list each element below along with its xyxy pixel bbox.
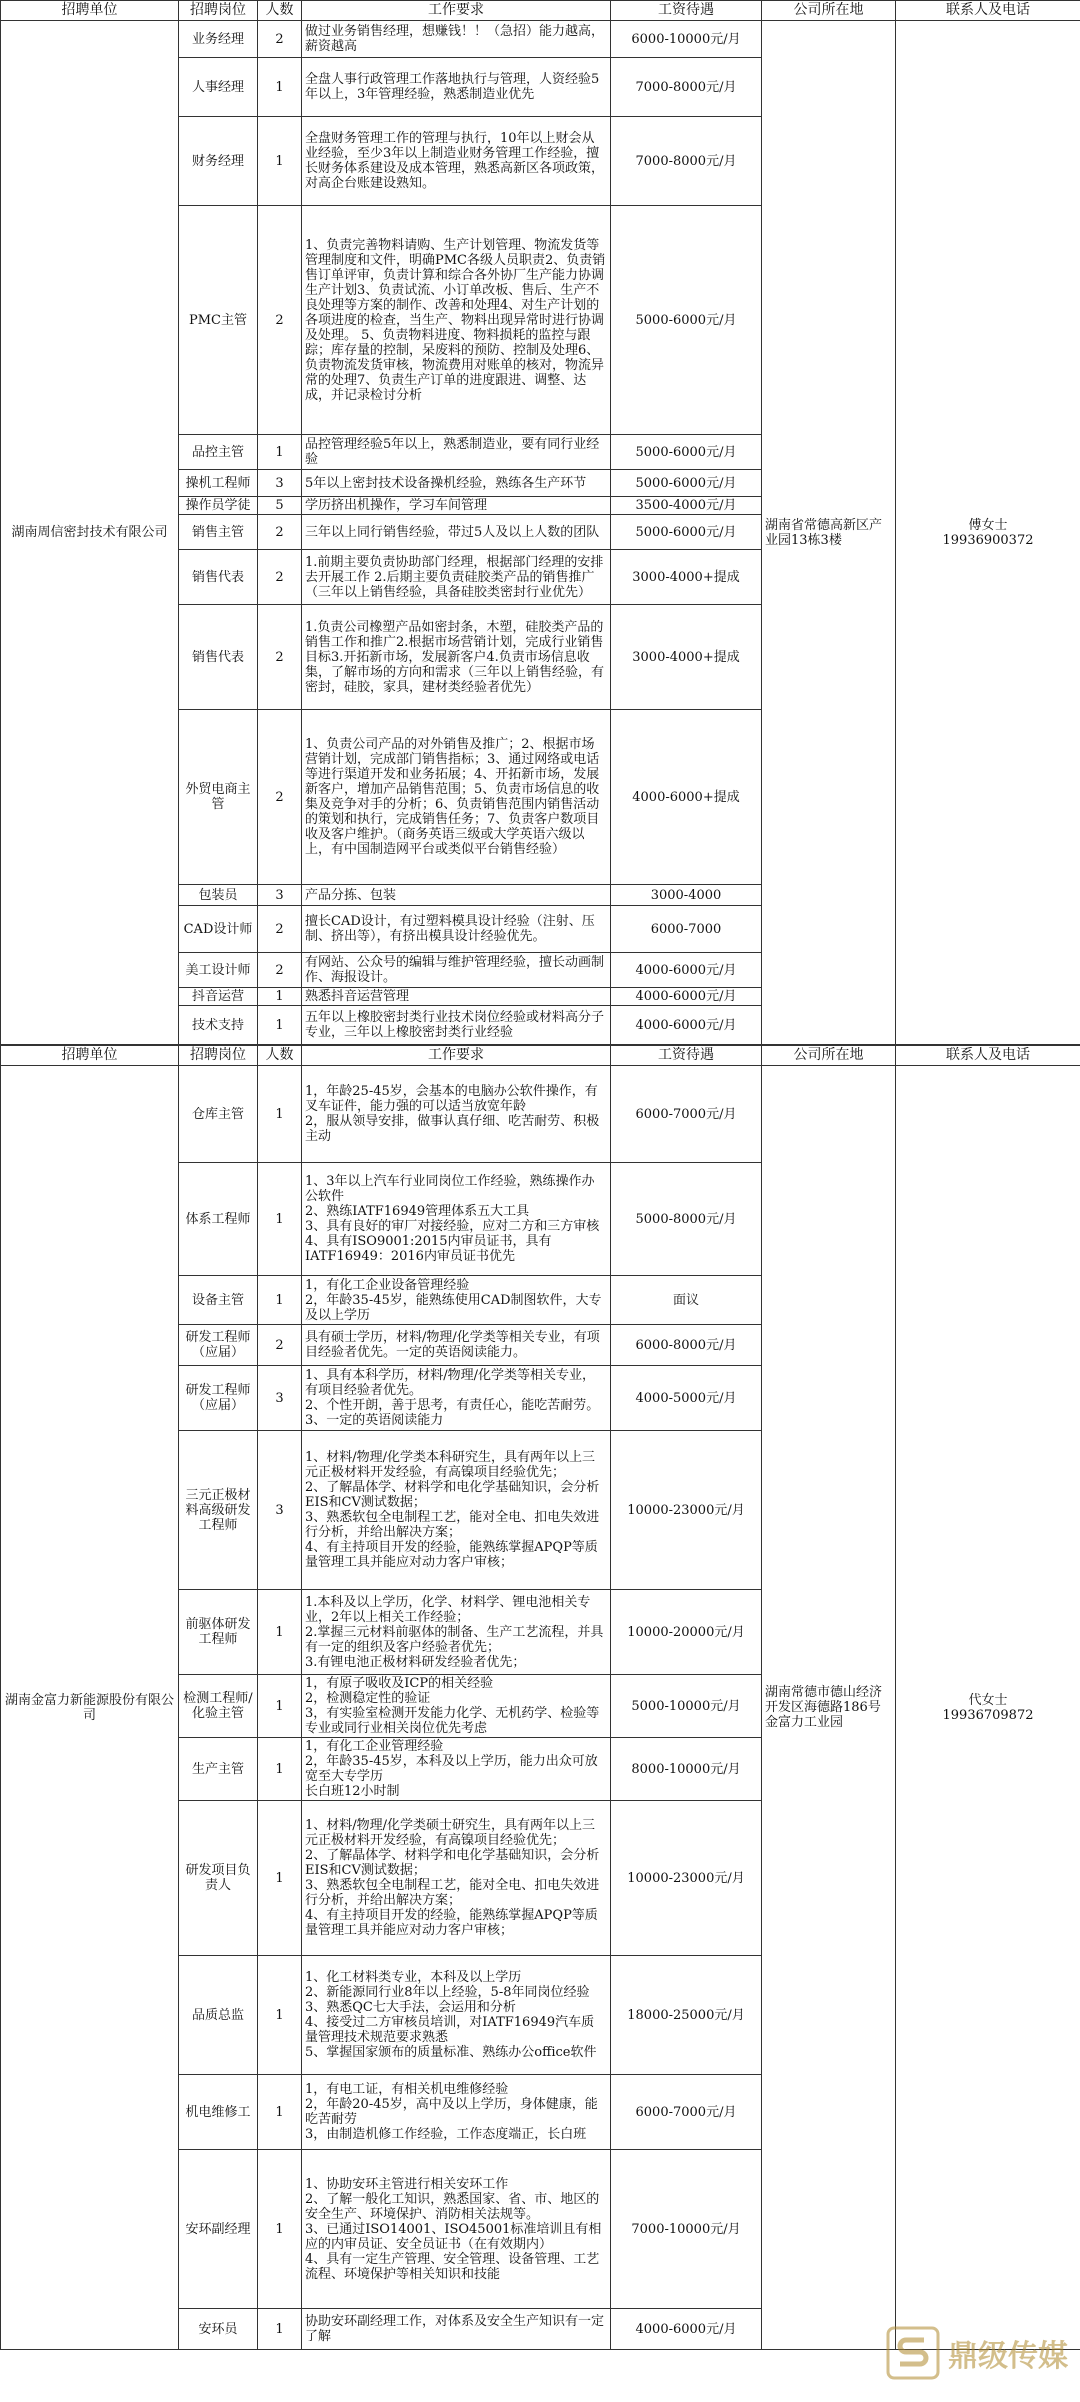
header-contact: 联系人及电话 — [896, 1, 1080, 21]
header-salary: 工资待遇 — [611, 1046, 762, 1066]
requirements-cell: 三年以上同行销售经验，带过5人及以上人数的团队 — [302, 515, 611, 550]
count-cell: 3 — [258, 470, 302, 497]
salary-cell: 6000-10000元/月 — [611, 21, 762, 58]
position-cell: 品控主管 — [179, 435, 258, 470]
requirements-cell: 1、负责完善物料请购、生产计划管理、物流发货等管理制度和文件，明确PMC各级人员职责2、负责销售订单评审，负责计算和综合各外协厂生产能力协调生产计划3、负责试流、小订单改板、售后、生产不良处理等方案的制作、改善和处理4、对生产计划的各项进度的检查，当生产、物料出现异常时进行协调及处理。 5、负责物料进度、物料损耗的监控与跟踪；库存量的控制，呆废料的预防、控制及处理6、负责物流发货审核，物流费用对账单的核对，物流异常的处理7、负责生产订单的进度跟进、调整、达成，并记录检讨分析 — [302, 206, 611, 435]
header-position: 招聘岗位 — [179, 1, 258, 21]
position-cell: 研发项目负责人 — [179, 1801, 258, 1956]
salary-cell: 5000-6000元/月 — [611, 206, 762, 435]
requirements-cell: 1、协助安环主管进行相关安环工作 2、了解一般化工知识，熟悉国家、省、市、地区的安全生产、环境保护、消防相关法规等。 3、已通过ISO14001、ISO45001标准培训且有相应的内审员证、安全员证书（在有效期内） 4、具有一定生产管理、安全管理、设备管理、工艺流程、环境保护等相关知识和技能 — [302, 2150, 611, 2309]
requirements-cell: 协助安环副经理工作，对体系及安全生产知识有一定了解 — [302, 2309, 611, 2350]
position-cell: 销售代表 — [179, 550, 258, 605]
salary-cell: 面议 — [611, 1276, 762, 1325]
requirements-cell: 学历挤出机操作，学习车间管理 — [302, 497, 611, 515]
position-cell: PMC主管 — [179, 206, 258, 435]
position-cell: 外贸电商主管 — [179, 710, 258, 885]
header-requirements: 工作要求 — [302, 1046, 611, 1066]
salary-cell: 5000-10000元/月 — [611, 1675, 762, 1738]
position-cell: 业务经理 — [179, 21, 258, 58]
requirements-cell: 品控管理经验5年以上，熟悉制造业，要有同行业经验 — [302, 435, 611, 470]
header-salary: 工资待遇 — [611, 1, 762, 21]
count-cell: 1 — [258, 1738, 302, 1801]
company-location: 湖南省常德高新区产业园13栋3楼 — [762, 21, 896, 1045]
count-cell: 2 — [258, 1325, 302, 1366]
position-cell: 机电维修工 — [179, 2075, 258, 2150]
position-cell: 生产主管 — [179, 1738, 258, 1801]
header-count: 人数 — [258, 1046, 302, 1066]
salary-cell: 3500-4000元/月 — [611, 497, 762, 515]
salary-cell: 10000-23000元/月 — [611, 1801, 762, 1956]
contact-info: 代女士 19936709872 — [896, 1066, 1080, 2350]
salary-cell: 5000-6000元/月 — [611, 470, 762, 497]
watermark — [886, 2326, 1068, 2380]
count-cell: 1 — [258, 58, 302, 117]
count-cell: 2 — [258, 550, 302, 605]
requirements-cell: 1、材料/物理/化学类本科研究生，具有两年以上三元正极材料开发经验，有高镍项目经验优先； 2、了解晶体学、材料学和电化学基础知识，会分析EIS和CV测试数据； 3、熟悉软包全电制程工艺，能对全电、扣电失效进行分析，并给出解决方案； 4、有主持项目开发的经验，能熟练掌握APQP等质量管理工具并能应对动力客户审核； — [302, 1431, 611, 1590]
count-cell: 1 — [258, 1006, 302, 1045]
requirements-cell: 1，有化工企业管理经验 2，年龄35-45岁，本科及以上学历，能力出众可放宽至大专学历 长白班12小时制 — [302, 1738, 611, 1801]
header-requirements: 工作要求 — [302, 1, 611, 21]
salary-cell: 3000-4000+提成 — [611, 550, 762, 605]
salary-cell: 7000-10000元/月 — [611, 2150, 762, 2309]
requirements-cell: 1.本科及以上学历，化学、材料学、锂电池相关专业，2年以上相关工作经验； 2.掌握三元材料前驱体的制备、生产工艺流程，并具有一定的组织及客户经验者优先； 3.有锂电池正极材料研发经验者优先； — [302, 1590, 611, 1675]
salary-cell: 4000-5000元/月 — [611, 1366, 762, 1431]
header-count: 人数 — [258, 1, 302, 21]
position-cell: 操作员学徒 — [179, 497, 258, 515]
requirements-cell: 1，有原子吸收及ICP的相关经验 2，检测稳定性的验证 3，有实验室检测开发能力化学、无机药学、检验等专业或同行业相关岗位优先考虑 — [302, 1675, 611, 1738]
requirements-cell: 有网站、公众号的编辑与维护管理经验，擅长动画制作、海报设计。 — [302, 953, 611, 988]
requirements-cell: 1，有电工证，有相关机电维修经验 2，年龄20-45岁，高中及以上学历，身体健康，能吃苦耐劳 3，由制造机修工作经验，工作态度端正，长白班 — [302, 2075, 611, 2150]
count-cell: 1 — [258, 1956, 302, 2075]
header-company: 招聘单位 — [1, 1046, 179, 1066]
salary-cell: 4000-6000元/月 — [611, 2309, 762, 2350]
table-row — [1, 21, 1080, 58]
requirements-cell: 具有硕士学历，材料/物理/化学类等相关专业，有项目经验者优先。一定的英语阅读能力。 — [302, 1325, 611, 1366]
section1-table — [0, 0, 1080, 1045]
count-cell: 1 — [258, 435, 302, 470]
requirements-cell: 1、3年以上汽车行业同岗位工作经验，熟练操作办公软件 2、熟练IATF16949管理体系五大工具 3、具有良好的审厂对接经验，应对二方和三方审核 4、具有ISO9001:2015内审员证书，具有IATF16949：2016内审员证书优先 — [302, 1163, 611, 1276]
header-location: 公司所在地 — [762, 1046, 896, 1066]
salary-cell: 7000-8000元/月 — [611, 117, 762, 206]
salary-cell: 4000-6000元/月 — [611, 988, 762, 1006]
count-cell: 2 — [258, 710, 302, 885]
requirements-cell: 1，有化工企业设备管理经验 2，年龄35-45岁，能熟练使用CAD制图软件，大专及以上学历 — [302, 1276, 611, 1325]
position-cell: 人事经理 — [179, 58, 258, 117]
requirements-cell: 五年以上橡胶密封类行业技术岗位经验或材料高分子专业，三年以上橡胶密封类行业经验 — [302, 1006, 611, 1045]
salary-cell: 10000-20000元/月 — [611, 1590, 762, 1675]
header-location: 公司所在地 — [762, 1, 896, 21]
company-location: 湖南常德市德山经济开发区海德路186号金富力工业园 — [762, 1066, 896, 2350]
requirements-cell: 1、负责公司产品的对外销售及推广；2、根据市场营销计划，完成部门销售指标；3、通过网络或电话等进行渠道开发和业务拓展；4、开拓新市场，发展新客户，增加产品销售范围；5、负责市场信息的收集及竞争对手的分析；6、负责销售范围内销售活动的策划和执行，完成销售任务；7、负责客户数项目收及客户维护。（商务英语三级或大学英语六级以上，有中国制造网平台或类似平台销售经验） — [302, 710, 611, 885]
salary-cell: 18000-25000元/月 — [611, 1956, 762, 2075]
company-name: 湖南金富力新能源股份有限公司 — [1, 1066, 179, 2350]
salary-cell: 4000-6000+提成 — [611, 710, 762, 885]
salary-cell: 6000-7000元/月 — [611, 1066, 762, 1163]
count-cell: 3 — [258, 1431, 302, 1590]
salary-cell: 7000-8000元/月 — [611, 58, 762, 117]
position-cell: 财务经理 — [179, 117, 258, 206]
count-cell: 1 — [258, 2150, 302, 2309]
salary-cell: 4000-6000元/月 — [611, 1006, 762, 1045]
position-cell: CAD设计师 — [179, 906, 258, 953]
count-cell: 1 — [258, 1801, 302, 1956]
requirements-cell: 擅长CAD设计，有过塑料模具设计经验（注射、压制、挤出等），有挤出模具设计经验优先。 — [302, 906, 611, 953]
position-cell: 包装员 — [179, 885, 258, 906]
table-row — [1, 1066, 1080, 1163]
position-cell: 研发工程师（应届） — [179, 1366, 258, 1431]
position-cell: 前驱体研发工程师 — [179, 1590, 258, 1675]
requirements-cell: 5年以上密封技术设备操机经验，熟练各生产环节 — [302, 470, 611, 497]
count-cell: 1 — [258, 1590, 302, 1675]
count-cell: 3 — [258, 1366, 302, 1431]
count-cell: 2 — [258, 515, 302, 550]
salary-cell: 4000-6000元/月 — [611, 953, 762, 988]
position-cell: 美工设计师 — [179, 953, 258, 988]
requirements-cell: 熟悉抖音运营管理 — [302, 988, 611, 1006]
position-cell: 设备主管 — [179, 1276, 258, 1325]
requirements-cell: 1、具有本科学历，材料/物理/化学类等相关专业，有项目经验者优先。 2、个性开朗，善于思考，有责任心，能吃苦耐劳。 3、一定的英语阅读能力 — [302, 1366, 611, 1431]
position-cell: 体系工程师 — [179, 1163, 258, 1276]
section2-table — [0, 1045, 1080, 2350]
contact-info: 傅女士 19936900372 — [896, 21, 1080, 1045]
salary-cell: 3000-4000 — [611, 885, 762, 906]
salary-cell: 6000-8000元/月 — [611, 1325, 762, 1366]
salary-cell: 8000-10000元/月 — [611, 1738, 762, 1801]
position-cell: 销售代表 — [179, 605, 258, 710]
requirements-cell: 1、材料/物理/化学类硕士研究生，具有两年以上三元正极材料开发经验，有高镍项目经验优先； 2、了解晶体学、材料学和电化学基础知识，会分析EIS和CV测试数据； 3、熟悉软包全电制程工艺，能对全电、扣电失效进行分析，并给出解决方案； 4、有主持项目开发的经验，能熟练掌握APQP等质量管理工具并能应对动力客户审核； — [302, 1801, 611, 1956]
count-cell: 3 — [258, 885, 302, 906]
salary-cell: 6000-7000 — [611, 906, 762, 953]
requirements-cell: 1、化工材料类专业，本科及以上学历 2、新能源同行业8年以上经验，5-8年同岗位经验 3、熟悉QC七大手法，会运用和分析 4、接受过二方审核员培训，对IATF16949汽车质量管理技术规范要求熟悉 5、掌握国家颁布的质量标准、熟练办公office软件 — [302, 1956, 611, 2075]
count-cell: 2 — [258, 206, 302, 435]
position-cell: 研发工程师（应届） — [179, 1325, 258, 1366]
count-cell: 1 — [258, 117, 302, 206]
header-position: 招聘岗位 — [179, 1046, 258, 1066]
count-cell: 1 — [258, 2075, 302, 2150]
requirements-cell: 1.前期主要负责协助部门经理，根据部门经理的安排去开展工作 2.后期主要负责硅胶类产品的销售推广（三年以上销售经验，具备硅胶类密封行业优先） — [302, 550, 611, 605]
position-cell: 安环员 — [179, 2309, 258, 2350]
salary-cell: 5000-8000元/月 — [611, 1163, 762, 1276]
requirements-cell: 1，年龄25-45岁，会基本的电脑办公软件操作，有叉车证件，能力强的可以适当放宽年龄 2，服从领导安排，做事认真仔细、吃苦耐劳、积极主动 — [302, 1066, 611, 1163]
salary-cell: 3000-4000+提成 — [611, 605, 762, 710]
watermark-text: 鼎级传媒 — [948, 2339, 1068, 2374]
header-contact: 联系人及电话 — [896, 1046, 1080, 1066]
position-cell: 操机工程师 — [179, 470, 258, 497]
header-row — [1, 1046, 1080, 1066]
stylized-s-logo-icon — [886, 2326, 940, 2380]
position-cell: 销售主管 — [179, 515, 258, 550]
requirements-cell: 产品分拣、包装 — [302, 885, 611, 906]
position-cell: 安环副经理 — [179, 2150, 258, 2309]
position-cell: 抖音运营 — [179, 988, 258, 1006]
salary-cell: 10000-23000元/月 — [611, 1431, 762, 1590]
count-cell: 2 — [258, 953, 302, 988]
position-cell: 三元正极材料高级研发工程师 — [179, 1431, 258, 1590]
count-cell: 1 — [258, 1066, 302, 1163]
requirements-cell: 全盘人事行政管理工作落地执行与管理，人资经验5年以上，3年管理经验，熟悉制造业优先 — [302, 58, 611, 117]
count-cell: 2 — [258, 21, 302, 58]
position-cell: 仓库主管 — [179, 1066, 258, 1163]
position-cell: 技术支持 — [179, 1006, 258, 1045]
salary-cell: 6000-7000元/月 — [611, 2075, 762, 2150]
count-cell: 2 — [258, 605, 302, 710]
header-row — [1, 1, 1080, 21]
header-company: 招聘单位 — [1, 1, 179, 21]
count-cell: 1 — [258, 988, 302, 1006]
position-cell: 品质总监 — [179, 1956, 258, 2075]
salary-cell: 5000-6000元/月 — [611, 515, 762, 550]
salary-cell: 5000-6000元/月 — [611, 435, 762, 470]
requirements-cell: 1.负责公司橡塑产品如密封条，木塑，硅胶类产品的销售工作和推广2.根据市场营销计划，完成行业销售目标3.开拓新市场，发展新客户4.负责市场信息收集，了解市场的方向和需求（三年以上销售经验，有密封，硅胶，家具，建材类经验者优先） — [302, 605, 611, 710]
count-cell: 1 — [258, 1276, 302, 1325]
position-cell: 检测工程师/化验主管 — [179, 1675, 258, 1738]
company-name: 湖南周信密封技术有限公司 — [1, 21, 179, 1045]
count-cell: 1 — [258, 1163, 302, 1276]
requirements-cell: 做过业务销售经理，想赚钱！！（急招）能力越高，薪资越高 — [302, 21, 611, 58]
count-cell: 1 — [258, 1675, 302, 1738]
count-cell: 5 — [258, 497, 302, 515]
count-cell: 2 — [258, 906, 302, 953]
count-cell: 1 — [258, 2309, 302, 2350]
requirements-cell: 全盘财务管理工作的管理与执行，10年以上财会从业经验，至少3年以上制造业财务管理工作经验，擅长财务体系建设及成本管理，熟悉高新区各项政策，对高企台账建设熟知。 — [302, 117, 611, 206]
